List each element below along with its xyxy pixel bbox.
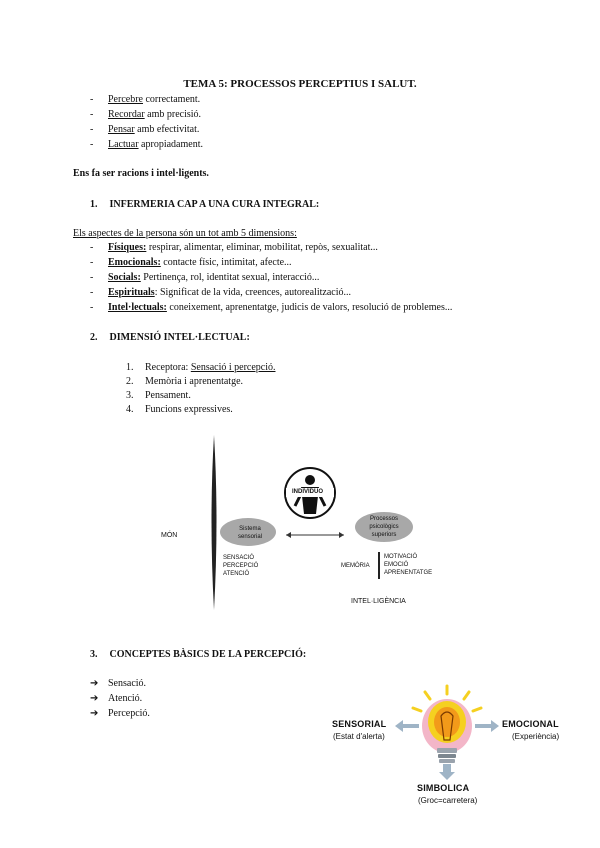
- bold-statement: Ens fa ser racions i intel·ligents.: [73, 168, 209, 179]
- list-item: - Percebre correctament.: [90, 94, 201, 105]
- list-item: SENSACIÓ: [223, 555, 255, 561]
- list-item: EMOCIÓ: [384, 562, 409, 568]
- intellectual-list: [126, 362, 276, 416]
- list-item: ➔ Atenció.: [90, 693, 143, 704]
- sensorial-caption: (Estat d'alerta): [333, 732, 385, 741]
- lightbulb-icon: [422, 699, 472, 763]
- list-item: ATENCIÓ: [223, 571, 250, 577]
- section-2-heading: 2. DIMENSIÓ INTEL·LECTUAL:: [90, 332, 250, 343]
- world-boundary-line: [212, 435, 217, 610]
- world-label: MÓN: [161, 532, 178, 539]
- arrow-right-icon: ➔: [90, 678, 99, 689]
- higher-list: [384, 553, 432, 577]
- list-item: MOTIVACIÓ: [384, 554, 418, 560]
- lightbulb-diagram: [395, 682, 505, 782]
- list-item: 2. Memòria i aprenentatge.: [126, 376, 244, 387]
- list-item: APRENENTATGE: [384, 570, 433, 576]
- list-item: 3. Pensament.: [126, 390, 191, 401]
- double-arrow-icon: [286, 532, 344, 538]
- list-item: - Emocionals: contacte físic, intimitat, afecte...: [90, 257, 292, 268]
- memory-label: MEMÒRIA: [341, 563, 370, 569]
- emocional-caption: (Experiència): [512, 732, 560, 741]
- perception-list: [90, 678, 150, 720]
- arrow-right-icon: [475, 720, 499, 732]
- list-item: ➔ Sensació.: [90, 678, 147, 689]
- intro-list: [90, 94, 203, 151]
- arrow-down-icon: [439, 764, 455, 780]
- list-item: - Pensar amb efectivitat.: [90, 124, 200, 135]
- list-item: PERCEPCIÓ: [223, 563, 259, 569]
- list-item: - Lactuar apropiadament.: [90, 139, 203, 150]
- list-item: - Espirituals: Significat de la vida, creences, autorealització...: [90, 287, 351, 298]
- section-1-intro: Els aspectes de la persona són un tot amb 5 dimensions:: [73, 228, 297, 239]
- page-title: TEMA 5: PROCESSOS PERCEPTIUS I SALUT.: [183, 78, 417, 90]
- emocional-label: EMOCIONAL: [502, 719, 559, 729]
- simbolica-label: SIMBOLICA: [417, 783, 470, 793]
- list-item: - Recordar amb precisió.: [90, 109, 202, 120]
- list-item: ➔ Percepció.: [90, 708, 150, 719]
- list-item: - Socials: Pertinença, rol, identitat sexual, interacció...: [90, 272, 320, 283]
- simbolica-caption: (Groc=carretera): [418, 796, 478, 805]
- section-3-heading: 3. CONCEPTES BÀSICS DE LA PERCEPCIÓ:: [90, 649, 307, 660]
- dimensions-list: [90, 242, 452, 314]
- section-1-heading: 1. INFERMERIA CAP A UNA CURA INTEGRAL:: [90, 199, 320, 210]
- intelligence-label: INTEL·LIGÈNCIA: [351, 598, 406, 605]
- higher-processes-label: Processos psicològics superiors: [369, 516, 399, 538]
- list-item: 4. Funcions expressives.: [126, 404, 233, 415]
- list-item: 1. Receptora: Sensació i percepció.: [126, 362, 276, 373]
- sensory-list: [223, 554, 258, 578]
- arrow-right-icon: ➔: [90, 693, 99, 704]
- sensorial-label: SENSORIAL: [332, 719, 387, 729]
- sensory-system-label: Sistema sensorial: [237, 526, 262, 540]
- individuo-label: INDIVIDUO: [292, 489, 324, 495]
- arrow-right-icon: ➔: [90, 708, 99, 719]
- list-item: - Intel·lectuals: coneixement, aprenentatge, judicis de valors, resolució de problemes...: [90, 302, 453, 313]
- arrow-left-icon: [395, 720, 419, 732]
- list-item: - Físiques: respirar, alimentar, eliminar, mobilitat, repòs, sexualitat...: [90, 242, 378, 253]
